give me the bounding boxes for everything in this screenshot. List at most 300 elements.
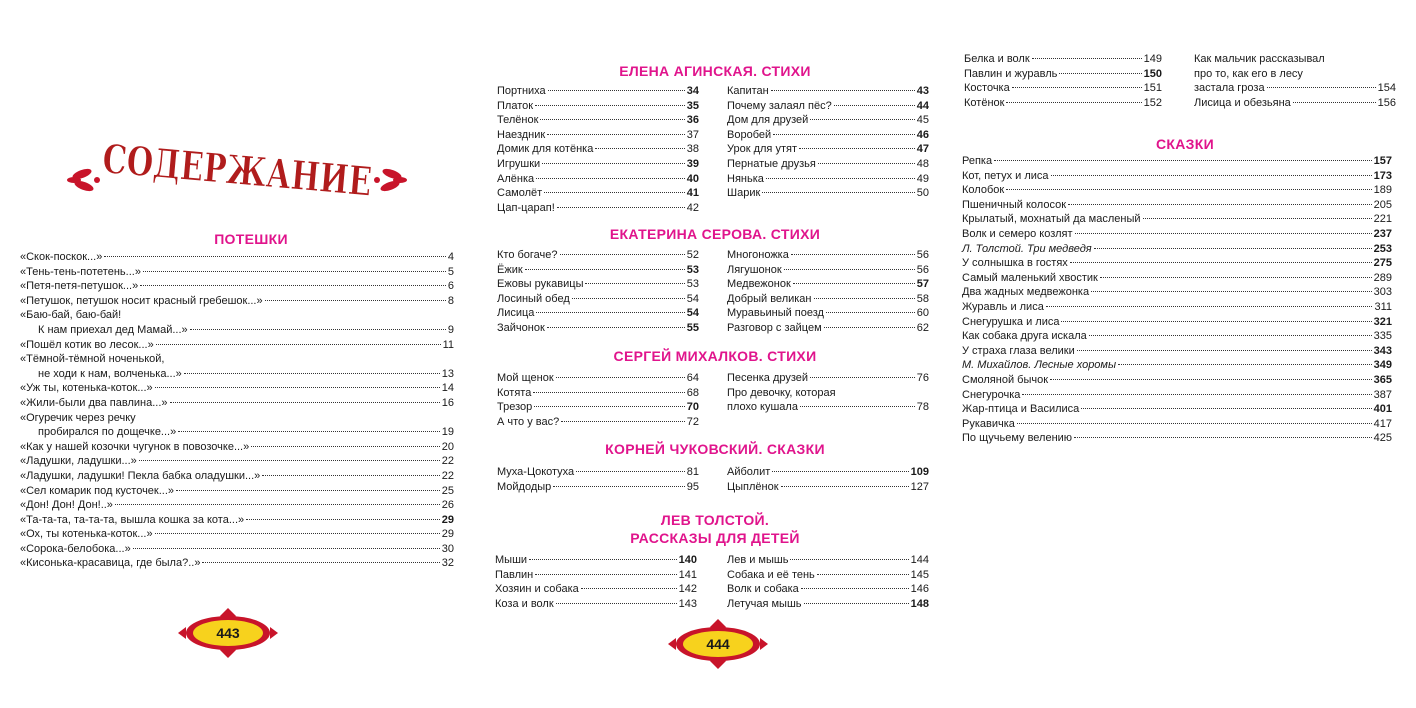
toc-entry-page: 142 [678,583,697,596]
toc-entry-title: «Тень-тень-потетень...» [20,265,141,278]
toc-entry-title: Платок [497,99,534,112]
tolstoy-continued-list-right [1194,52,1396,110]
dot-leader [544,192,685,193]
toc-entry-page: 30 [441,542,454,555]
toc-entry-page: 68 [686,386,699,399]
toc-entry-title: Цыплёнок [727,480,779,493]
dot-leader [553,486,684,487]
toc-entry [20,484,454,499]
dot-leader [581,588,677,589]
toc-entry-page: 32 [441,557,454,570]
dot-leader [535,105,685,106]
toc-entry-page: 38 [686,143,699,156]
toc-entry-title: Пшеничный колосок [962,198,1067,211]
dot-leader [791,254,915,255]
toc-entry-title: Лев и мышь [727,554,789,566]
toc-entry-page: 34 [686,85,699,97]
toc-entry-page: 143 [678,597,697,610]
toc-entry-title: Трезор [497,401,533,414]
toc-entry-page: 365 [1373,373,1392,386]
dot-leader [202,562,439,563]
section-title-chukovsky: КОРНЕЙ ЧУКОВСКИЙ. СКАЗКИ [605,441,825,457]
toc-entry [497,277,699,292]
toc-entry [1194,67,1396,82]
dot-leader [155,533,440,534]
toc-entry-title: Айболит [727,466,771,478]
toc-entry [497,157,699,172]
toc-entry-page: 205 [1373,198,1392,211]
toc-entry-page: 11 [442,338,454,351]
dot-leader [1032,58,1142,59]
toc-entry [20,338,454,353]
toc-entry-title: Многоножка [727,249,789,261]
toc-entry-page: 78 [916,401,929,414]
toc-entry [964,52,1162,67]
toc-entry-page: 144 [910,554,929,566]
dot-leader [1068,204,1372,205]
toc-entry-title: Кто богаче? [497,249,558,261]
section-title-mikhalkov: СЕРГЕЙ МИХАЛКОВ. СТИХИ [613,348,817,364]
toc-entry-page: 58 [916,292,929,305]
dot-leader [535,574,676,575]
dot-leader [781,486,909,487]
toc-entry-page: 303 [1373,286,1392,299]
dot-leader [529,559,677,560]
dot-leader [1118,364,1372,365]
toc-entry-title: Смоляной бычок [962,373,1049,386]
toc-entry [497,248,699,263]
toc-entry-title: У солнышка в гостях [962,257,1068,270]
toc-entry-page: 148 [910,597,929,610]
toc-entry-page: 157 [1373,155,1392,167]
dot-leader [762,192,914,193]
toc-entry-title: Рукавичка [962,417,1015,430]
section-title-serova: ЕКАТЕРИНА СЕРОВА. СТИХИ [609,226,821,242]
mikhalkov-list-left [497,371,699,429]
toc-entry-page: 221 [1373,213,1392,226]
dot-leader [818,163,915,164]
toc-entry [727,186,929,201]
toc-entry-title: Ежовы рукавицы [497,278,584,291]
toc-entry-title: Нянька [727,172,764,185]
toc-entry [495,597,697,612]
toc-entry-page: 425 [1373,432,1392,445]
toc-entry [497,306,699,321]
toc-entry [497,142,699,157]
toc-entry [20,367,454,382]
toc-entry-title: Разговор с зайцем [727,321,822,334]
toc-entry-title: «Ох, ты котенька-коток...» [20,528,153,541]
toc-entry-page: 72 [686,415,699,428]
dot-leader [143,271,446,272]
dot-leader [572,298,685,299]
toc-entry-page: 14 [441,382,454,395]
toc-entry [962,300,1392,315]
section-title-poteshki: ПОТЕШКИ [214,231,288,247]
dot-leader [817,574,909,575]
toc-entry-page: 321 [1373,315,1392,328]
toc-entry [497,321,699,336]
toc-entry [727,465,929,480]
dot-leader [548,90,685,91]
dot-leader [1061,321,1371,322]
toc-entry-page: 52 [686,249,699,261]
toc-entry [964,81,1162,96]
toc-entry-title: Телёнок [497,114,539,127]
dot-leader [771,90,915,91]
dot-leader [525,269,685,270]
dot-leader [1100,277,1372,278]
dot-leader [533,392,684,393]
dot-leader [1070,262,1372,263]
toc-entry [20,411,454,426]
dot-leader [560,254,685,255]
dot-leader [133,548,440,549]
toc-entry-page: 95 [686,480,699,493]
toc-entry-title: застала гроза [1194,82,1265,95]
toc-entry-title: «Та-та-та, та-та-та, вышла кошка за кота...» [20,513,245,526]
toc-entry [727,113,929,128]
toc-entry-title: Воробей [727,128,772,141]
dot-leader [576,471,685,472]
dot-leader [994,160,1372,161]
toc-entry-page: 4 [447,251,454,263]
toc-entry [727,597,929,612]
dot-leader [251,446,440,447]
serova-list-right [727,248,929,336]
toc-entry [20,498,454,513]
dot-leader [542,163,685,164]
toc-entry-page: 41 [686,187,699,200]
toc-entry-title: Домик для котёнка [497,143,594,156]
toc-entry-page: 36 [686,114,699,127]
toc-entry-page: 47 [916,143,929,156]
dot-leader [1267,87,1376,88]
toc-entry-title: Муха-Цокотуха [497,466,575,478]
toc-entry-title: Мыши [495,554,528,566]
toc-entry-title: М. Михайлов. Лесные хоромы [962,359,1117,372]
toc-entry-title: Колобок [962,184,1005,197]
toc-entry-page: 22 [441,455,454,468]
toc-entry-title: Снегурочка [962,388,1021,401]
toc-entry [962,358,1392,373]
toc-entry [20,323,454,338]
dot-leader [585,283,684,284]
toc-entry-title: Волк и семеро козлят [962,227,1073,240]
toc-entry-page: 145 [910,568,929,581]
toc-entry-page: 275 [1373,257,1392,270]
toc-entry-page: 55 [686,321,699,334]
toc-entry-title: Летучая мышь [727,597,802,610]
toc-entry-page: 253 [1373,242,1392,255]
left-leaf-ornament-icon [67,167,100,193]
dot-leader [104,256,446,257]
toc-entry-page: 45 [916,114,929,127]
toc-entry [727,99,929,114]
toc-entry-title: Белка и волк [964,53,1030,65]
toc-entry [962,402,1392,417]
toc-entry-title: Крылатый, мохнатый да масленый [962,213,1141,226]
dot-leader [1074,437,1372,438]
toc-entry-title: Как собака друга искала [962,330,1087,343]
toc-entry [727,400,929,415]
toc-entry [727,371,929,386]
toc-entry [962,256,1392,271]
toc-entry-page: 343 [1373,344,1392,357]
dot-leader [804,603,909,604]
toc-entry-page: 349 [1373,359,1392,372]
toc-entry [727,582,929,597]
toc-entry-page: 53 [686,263,699,276]
toc-entry-title: не ходи к нам, волченька...» [38,367,182,380]
toc-entry [497,172,699,187]
dot-leader [824,327,915,328]
toc-entry-title: Лягушонок [727,263,782,276]
toc-entry-page: 127 [910,480,929,493]
section-title-tolstoy-line1: ЛЕВ ТОЛСТОЙ. [660,512,770,528]
section-title-tolstoy-line2: РАССКАЗЫ ДЛЯ ДЕТЕЙ [630,530,800,546]
tolstoy-list-left [495,553,697,611]
toc-entry [727,277,929,292]
dot-leader [814,298,915,299]
skazki-list [962,154,1392,446]
mikhalkov-list-right [727,371,929,415]
toc-entry-title: «Баю-бай, баю-бай! [20,309,122,322]
toc-entry-page: 151 [1143,82,1162,95]
toc-entry-title: Про девочку, которая [727,386,836,399]
dot-leader [1046,306,1373,307]
toc-entry-title: По щучьему велению [962,432,1073,445]
page-number-badge-left [176,606,280,660]
toc-entry [962,344,1392,359]
dot-leader [176,490,440,491]
toc-entry [727,568,929,583]
toc-entry [727,248,929,263]
toc-entry-page: 156 [1377,96,1396,109]
toc-entry-title: Хозяин и собака [495,583,579,596]
toc-entry [20,294,454,309]
toc-entry [497,371,699,386]
toc-entry-title: «Тёмной-тёмной ноченькой, [20,353,165,366]
toc-entry [497,415,699,430]
toc-entry [962,198,1392,213]
toc-entry-page: 9 [447,323,454,336]
dot-leader [547,327,685,328]
toc-entry [727,142,929,157]
toc-entry [962,388,1392,403]
toc-entry-page: 13 [441,367,454,380]
toc-entry [20,265,454,280]
dot-leader [190,329,446,330]
page-number-middle: 444 [706,636,730,652]
dot-leader [784,269,915,270]
toc-entry-title: Снегурушка и лиса [962,315,1060,328]
toc-entry [727,263,929,278]
dot-leader [1006,189,1371,190]
toc-entry-page: 70 [686,401,699,414]
dot-leader [1051,175,1372,176]
section-title-aginskaya: ЕЛЕНА АГИНСКАЯ. СТИХИ [619,63,811,79]
toc-entry-title: «Дон! Дон! Дон!..» [20,499,113,512]
toc-entry-page: 150 [1143,67,1162,80]
toc-entry-title: Коза и волк [495,597,554,610]
toc-entry [962,329,1392,344]
toc-entry [727,292,929,307]
dot-leader [536,312,684,313]
toc-entry-title: Портниха [497,85,546,97]
toc-entry [497,400,699,415]
toc-entry [962,169,1392,184]
toc-entry-page: 6 [447,280,454,293]
dot-leader [826,312,915,313]
toc-entry [727,84,929,99]
dot-leader [772,471,908,472]
toc-entry-page: 57 [916,278,929,291]
poteshki-list [20,250,454,571]
toc-entry-title: Песенка друзей [727,372,809,384]
toc-entry-title: «Сел комарик под кусточек...» [20,484,175,497]
toc-entry [20,440,454,455]
dot-leader [540,119,684,120]
toc-entry-page: 40 [686,172,699,185]
toc-entry-title: Урок для утят [727,143,797,156]
toc-entry [727,553,929,568]
page-heading: СОДЕРЖАНИЕ [100,135,458,213]
dot-leader [1094,248,1372,249]
toc-entry [1194,52,1396,67]
toc-entry-title: Мойдодыр [497,480,552,493]
dot-leader [178,431,440,432]
toc-entry-title: «Как у нашей козочки чугунок в повозочке...» [20,440,250,453]
toc-entry-page: 60 [916,307,929,320]
tolstoy-list-right [727,553,929,611]
dot-leader [556,603,677,604]
toc-entry [495,568,697,583]
toc-entry [962,212,1392,227]
serova-list-left [497,248,699,336]
toc-entry-title: Игрушки [497,157,541,170]
dot-leader [793,283,915,284]
toc-entry-page: 149 [1143,53,1162,65]
toc-entry [964,67,1162,82]
toc-entry-page: 19 [441,426,454,439]
dot-leader [246,519,440,520]
toc-entry-title: Наездник [497,128,546,141]
toc-entry-title: «Сорока-белобока...» [20,542,131,555]
toc-entry-page: 29 [441,513,454,526]
dot-leader [1006,102,1141,103]
dot-leader [801,588,909,589]
dot-leader [766,178,915,179]
toc-entry-page: 152 [1143,96,1162,109]
toc-entry-page: 53 [686,278,699,291]
toc-entry-title: Лосиный обед [497,292,570,305]
toc-entry-title: Журавль и лиса [962,300,1044,313]
dot-leader [1059,73,1141,74]
dot-leader [595,148,684,149]
toc-entry-page: 140 [678,554,697,566]
toc-entry-title: Павлин [495,568,534,581]
toc-entry [1194,96,1396,111]
toc-entry-title: «Жили-были два павлина...» [20,396,168,409]
toc-entry [20,454,454,469]
toc-entry [727,386,929,401]
heading-ornament [62,132,458,213]
toc-entry-page: 49 [916,172,929,185]
toc-entry-title: «Скок-поскок...» [20,251,103,263]
dot-leader [1089,335,1372,336]
toc-entry-page: 46 [916,128,929,141]
toc-entry-page: 54 [686,307,699,320]
dot-leader [1012,87,1142,88]
aginskaya-list-left [497,84,699,215]
toc-entry-page: 43 [916,85,929,97]
toc-entry-title: Муравьиный поезд [727,307,824,320]
toc-entry-title: Котята [497,386,532,399]
toc-entry-title: Собака и её тень [727,568,815,581]
toc-entry [497,128,699,143]
toc-entry-page: 417 [1373,417,1392,430]
toc-entry-page: 56 [916,249,929,261]
toc-entry-page: 44 [916,99,929,112]
toc-entry-title: Репка [962,155,993,167]
dot-leader [1293,102,1376,103]
chukovsky-list-right [727,465,929,494]
toc-entry-title: Цап-царап! [497,201,555,214]
toc-entry-title: Волк и собака [727,583,799,596]
chukovsky-list-left [497,465,699,494]
toc-entry-page: 311 [1374,300,1392,313]
toc-entry [20,469,454,484]
page-number-badge-middle [666,617,770,671]
toc-entry-page: 146 [910,583,929,596]
dot-leader [155,387,440,388]
toc-entry-title: «Кисонька-красавица, где была?..» [20,557,201,570]
toc-entry-page: 22 [441,469,454,482]
toc-entry-page: 16 [441,396,454,409]
toc-entry [20,352,454,367]
toc-entry-title: пробирался по дощечке...» [38,426,177,439]
dot-leader [556,377,685,378]
toc-entry-page: 35 [686,99,699,112]
toc-entry-title: плохо кушала [727,401,798,414]
toc-entry [497,386,699,401]
toc-entry [727,172,929,187]
toc-entry [727,321,929,336]
toc-entry [495,553,697,568]
dot-leader [262,475,439,476]
toc-entry-page: 387 [1373,388,1392,401]
toc-entry [962,154,1392,169]
toc-entry-title: Лисица и обезьяна [1194,96,1291,109]
dot-leader [1022,394,1371,395]
dot-leader [557,207,685,208]
dot-leader [1077,350,1372,351]
toc-entry-title: Зайчонок [497,321,545,334]
toc-entry-title: «Ладушки, ладушки...» [20,455,137,468]
toc-entry-title: Дом для друзей [727,114,809,127]
dot-leader [115,504,440,505]
toc-entry-title: «Петя-петя-петушок...» [20,280,139,293]
toc-entry [962,242,1392,257]
aginskaya-list-right [727,84,929,201]
toc-entry [727,480,929,495]
toc-entry-title: Ёжик [497,263,523,276]
dot-leader [1075,233,1372,234]
toc-entry [495,582,697,597]
tolstoy-continued-list-left [964,52,1162,110]
toc-entry [20,396,454,411]
